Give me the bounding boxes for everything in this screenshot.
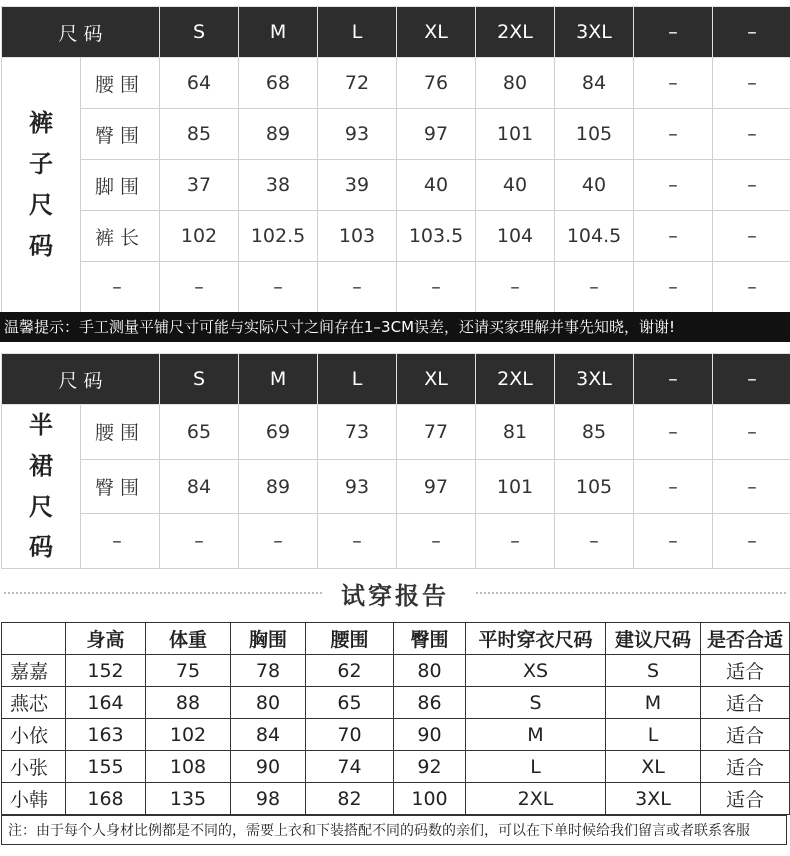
trial-header-cell: 身高 <box>66 623 146 655</box>
pants-size-table <box>1 6 790 313</box>
measure-value: 102.5 <box>239 211 318 262</box>
measure-label: 裤长 <box>81 211 160 262</box>
trial-cell: XL <box>606 751 701 783</box>
trial-cell: 80 <box>394 655 466 687</box>
measure-value: 38 <box>239 160 318 211</box>
trial-cell: 155 <box>66 751 146 783</box>
side-label-char: 裙 <box>29 451 53 480</box>
size-m-header: M <box>239 7 318 58</box>
measure-value: 40 <box>555 160 634 211</box>
measure-value: – <box>160 514 239 569</box>
measure-value: – <box>555 262 634 313</box>
measure-label: 臀围 <box>81 109 160 160</box>
trial-header-cell: 平时穿衣尺码 <box>466 623 606 655</box>
measurement-notice: 温馨提示：手工测量平铺尺寸可能与实际尺寸之间存在1–3CM误差，还请买家理解并事先知晓，谢谢! <box>0 312 790 342</box>
measure-value: – <box>397 262 476 313</box>
measure-value: 104.5 <box>555 211 634 262</box>
trial-report-table <box>1 622 790 815</box>
size-3xl-header: 3XL <box>555 354 634 405</box>
trial-cell: 适合 <box>701 783 790 815</box>
side-label-char: 裤 <box>29 109 53 138</box>
measure-value: – <box>555 514 634 569</box>
measure-value: – <box>713 514 790 569</box>
trial-cell: 2XL <box>466 783 606 815</box>
tester-name: 小张 <box>2 751 66 783</box>
report-title: 试穿报告 <box>341 581 449 610</box>
trial-cell: 70 <box>306 719 394 751</box>
trial-cell: 适合 <box>701 719 790 751</box>
trial-header-cell: 建议尺码 <box>606 623 701 655</box>
measure-value: – <box>239 514 318 569</box>
trial-header-cell: 是否合适 <box>701 623 790 655</box>
measure-value: 103 <box>318 211 397 262</box>
size-2xl-header: 2XL <box>476 7 555 58</box>
tester-name: 小依 <box>2 719 66 751</box>
measure-value: 77 <box>397 405 476 460</box>
measure-value: – <box>634 160 713 211</box>
trial-cell: M <box>606 687 701 719</box>
measure-value: – <box>634 262 713 313</box>
pants-side-label <box>2 58 81 313</box>
measure-value: 80 <box>476 58 555 109</box>
size-2xl-header: 2XL <box>476 354 555 405</box>
side-label-char: 半 <box>29 411 53 439</box>
tester-name: 燕芯 <box>2 687 66 719</box>
size-header-cell: 尺 码 <box>2 7 160 58</box>
measure-value: – <box>634 109 713 160</box>
measure-value: 105 <box>555 459 634 514</box>
trial-cell: 98 <box>231 783 306 815</box>
trial-cell: 163 <box>66 719 146 751</box>
measure-value: 72 <box>318 58 397 109</box>
trial-cell: 90 <box>394 719 466 751</box>
measure-value: 81 <box>476 405 555 460</box>
side-label-char: 子 <box>29 150 53 179</box>
trial-cell: 92 <box>394 751 466 783</box>
measure-value: 93 <box>318 459 397 514</box>
trial-cell: 152 <box>66 655 146 687</box>
measure-value: – <box>476 514 555 569</box>
measure-value: – <box>713 109 790 160</box>
skirt-side-label <box>2 405 81 569</box>
size-s-header: S <box>160 354 239 405</box>
measure-value: – <box>713 459 790 514</box>
trial-cell: 84 <box>231 719 306 751</box>
size-l-header: L <box>318 354 397 405</box>
trial-cell: 88 <box>146 687 231 719</box>
trial-header-row <box>2 623 790 655</box>
measure-value: 37 <box>160 160 239 211</box>
trial-cell: 适合 <box>701 751 790 783</box>
trial-cell: 86 <box>394 687 466 719</box>
measure-value: – <box>318 262 397 313</box>
measure-row <box>2 405 790 460</box>
measure-value: 103.5 <box>397 211 476 262</box>
skirt-size-table <box>1 353 790 569</box>
size-header-cell: 尺 码 <box>2 354 160 405</box>
trial-cell: 74 <box>306 751 394 783</box>
trial-cell: S <box>606 655 701 687</box>
trial-cell: 适合 <box>701 655 790 687</box>
trial-header-cell: 体重 <box>146 623 231 655</box>
measure-row <box>2 262 790 313</box>
trial-cell: 75 <box>146 655 231 687</box>
trial-cell: 100 <box>394 783 466 815</box>
measure-label: 腰围 <box>81 405 160 460</box>
measure-value: 40 <box>476 160 555 211</box>
trial-cell: 适合 <box>701 687 790 719</box>
size-empty-header: – <box>713 7 790 58</box>
trial-cell: 135 <box>146 783 231 815</box>
measure-value: 101 <box>476 459 555 514</box>
measure-label: 臀围 <box>81 459 160 514</box>
measure-value: – <box>634 459 713 514</box>
measure-value: – <box>239 262 318 313</box>
size-empty-header: – <box>713 354 790 405</box>
trial-row <box>2 719 790 751</box>
size-m-header: M <box>239 354 318 405</box>
measure-value: 39 <box>318 160 397 211</box>
measure-value: 84 <box>555 58 634 109</box>
measure-value: – <box>713 58 790 109</box>
measure-value: 85 <box>160 109 239 160</box>
measure-value: 69 <box>239 405 318 460</box>
pants-header-row <box>2 7 790 58</box>
trial-cell: 102 <box>146 719 231 751</box>
trial-header-cell: 腰围 <box>306 623 394 655</box>
trial-cell: 62 <box>306 655 394 687</box>
measure-value: – <box>634 514 713 569</box>
measure-value: – <box>318 514 397 569</box>
measure-label: 腰围 <box>81 58 160 109</box>
trial-header-cell <box>2 623 66 655</box>
trial-cell: 164 <box>66 687 146 719</box>
measure-row <box>2 109 790 160</box>
size-empty-header: – <box>634 354 713 405</box>
measure-row <box>2 160 790 211</box>
measure-row <box>2 58 790 109</box>
fit-footnote: 注：由于每个人身材比例都是不同的，需要上衣和下装搭配不同的码数的亲们，可以在下单时候给我们留言或者联系客服 <box>1 815 787 845</box>
measure-row <box>2 459 790 514</box>
measure-value: – <box>397 514 476 569</box>
size-xl-header: XL <box>397 354 476 405</box>
measure-value: 64 <box>160 58 239 109</box>
side-label-char: 尺 <box>29 191 53 219</box>
measure-row <box>2 211 790 262</box>
trial-cell: L <box>606 719 701 751</box>
trial-header-cell: 胸围 <box>231 623 306 655</box>
tester-name: 小韩 <box>2 783 66 815</box>
trial-cell: M <box>466 719 606 751</box>
measure-value: 97 <box>397 459 476 514</box>
measure-value: 101 <box>476 109 555 160</box>
trial-row <box>2 783 790 815</box>
measure-value: – <box>713 262 790 313</box>
measure-value: – <box>634 405 713 460</box>
measure-value: – <box>713 211 790 262</box>
measure-value: – <box>634 58 713 109</box>
measure-value: – <box>160 262 239 313</box>
measure-value: 105 <box>555 109 634 160</box>
report-title-bar <box>0 572 790 612</box>
trial-cell: XS <box>466 655 606 687</box>
measure-value: 97 <box>397 109 476 160</box>
measure-label: 脚围 <box>81 160 160 211</box>
measure-value: 68 <box>239 58 318 109</box>
trial-cell: 3XL <box>606 783 701 815</box>
skirt-header-row <box>2 354 790 405</box>
measure-value: 89 <box>239 109 318 160</box>
size-s-header: S <box>160 7 239 58</box>
measure-value: – <box>713 160 790 211</box>
trial-cell: 78 <box>231 655 306 687</box>
size-empty-header: – <box>634 7 713 58</box>
measure-value: 76 <box>397 58 476 109</box>
trial-cell: 65 <box>306 687 394 719</box>
size-l-header: L <box>318 7 397 58</box>
trial-cell: 82 <box>306 783 394 815</box>
size-3xl-header: 3XL <box>555 7 634 58</box>
measure-value: 85 <box>555 405 634 460</box>
measure-value: 65 <box>160 405 239 460</box>
measure-value: 93 <box>318 109 397 160</box>
measure-label: – <box>81 262 160 313</box>
trial-cell: 80 <box>231 687 306 719</box>
trial-row <box>2 655 790 687</box>
measure-value: 40 <box>397 160 476 211</box>
side-label-char: 尺 <box>29 492 53 521</box>
trial-cell: 90 <box>231 751 306 783</box>
size-xl-header: XL <box>397 7 476 58</box>
measure-row <box>2 514 790 569</box>
measure-value: – <box>713 405 790 460</box>
measure-value: 104 <box>476 211 555 262</box>
measure-value: 102 <box>160 211 239 262</box>
trial-cell: L <box>466 751 606 783</box>
side-label-char: 码 <box>29 231 53 260</box>
trial-cell: 168 <box>66 783 146 815</box>
side-label-char: 码 <box>29 533 53 562</box>
measure-value: 84 <box>160 459 239 514</box>
trial-row <box>2 751 790 783</box>
measure-label: – <box>81 514 160 569</box>
measure-value: – <box>476 262 555 313</box>
trial-cell: S <box>466 687 606 719</box>
measure-value: 89 <box>239 459 318 514</box>
trial-header-cell: 臀围 <box>394 623 466 655</box>
trial-row <box>2 687 790 719</box>
measure-value: 73 <box>318 405 397 460</box>
trial-cell: 108 <box>146 751 231 783</box>
measure-value: – <box>634 211 713 262</box>
tester-name: 嘉嘉 <box>2 655 66 687</box>
